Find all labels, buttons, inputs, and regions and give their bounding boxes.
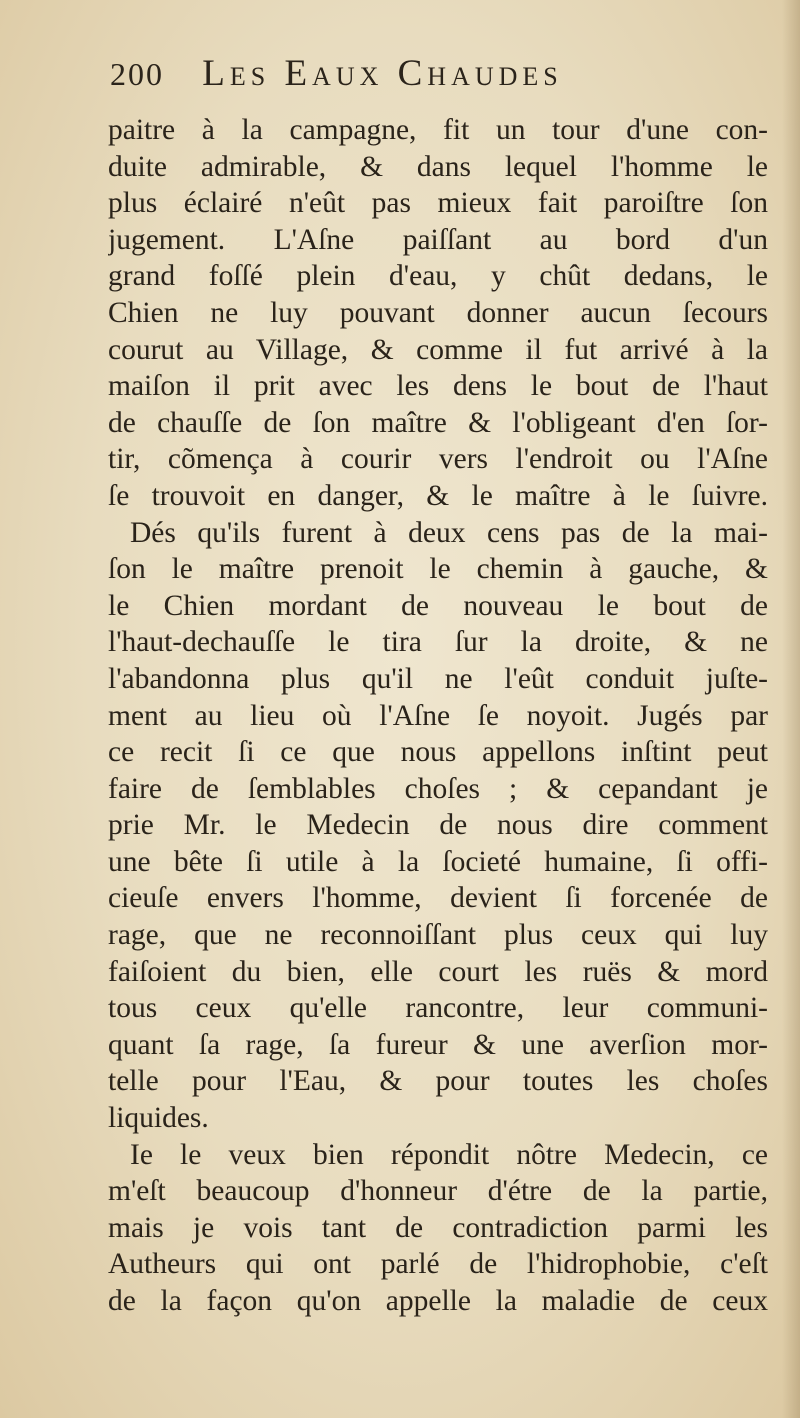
page-number: 200 [110,56,164,92]
text-line: faire de ſemblables choſes ; & cepandant je [108,772,768,805]
text-line: duite admirable, & dans lequel l'homme le [108,150,768,183]
text-line: une bête ſi utile à la ſocieté humaine, ſi offi- [108,845,768,878]
text-line: courut au Village, & comme il fut arrivé à la [108,333,768,366]
text-line: cieuſe envers l'homme, devient ſi forcenée de [108,882,768,915]
text-line: maiſon il prit avec les dens le bout de l'haut [108,370,768,403]
text-line: ce recit ſi ce que nous appellons inſtint peut [108,736,768,769]
text-line: Ie le veux bien répondit nôtre Medecin, ce [130,1138,768,1171]
text-line: ment au lieu où l'Aſne ſe noyoit. Jugés par [108,699,768,732]
text-line: mais je vois tant de contradiction parmi les [108,1211,768,1244]
text-line: prie Mr. le Medecin de nous dire comment [108,809,768,842]
text-line: m'eſt beaucoup d'honneur d'étre de la partie, [108,1175,768,1208]
running-header [110,52,730,108]
text-line: ſe trouvoit en danger, & le maître à le ſuivre. [108,479,768,512]
text-line: l'haut-dechauſſe le tira ſur la droite, & ne [108,626,768,659]
text-line: grand foſſé plein d'eau, y chût dedans, le [108,260,768,293]
page-edge-shadow [782,0,800,1418]
text-line: le Chien mordant de nouveau le bout de [108,589,768,622]
text-line: telle pour l'Eau, & pour toutes les choſes [108,1065,768,1098]
text-line: de la façon qu'on appelle la maladie de ceux [108,1285,768,1317]
text-block [108,112,768,1320]
text-line: liquides. [108,1102,209,1135]
text-line: tous ceux qu'elle rancontre, leur communi- [108,992,768,1025]
text-line: jugement. L'Aſne paiſſant au bord d'un [108,223,768,256]
text-line: ſon le maître prenoit le chemin à gauche, & [108,553,768,586]
text-line: rage, que ne reconnoiſſant plus ceux qui luy [108,919,768,952]
text-line: de chauſſe de ſon maître & l'obligeant d'en ſor- [108,406,768,439]
text-line: paitre à la campagne, fit un tour d'une con- [108,114,768,146]
text-line: Dés qu'ils furent à deux cens pas de la mai- [130,516,768,549]
running-title: Les Eaux Chaudes [202,53,563,94]
text-line: Chien ne luy pouvant donner aucun ſecours [108,296,768,329]
text-line: quant ſa rage, ſa fureur & une averſion mor- [108,1028,768,1061]
text-line: l'abandonna plus qu'il ne l'eût conduit juſte- [108,662,768,695]
text-line: Autheurs qui ont parlé de l'hidrophobie, c'eſt [108,1248,768,1281]
text-line: faiſoient du bien, elle court les ruës & mord [108,955,768,988]
text-line: tir, cõmença à courir vers l'endroit ou l'Aſne [108,443,768,476]
text-line: plus éclairé n'eût pas mieux fait paroiſtre ſon [108,187,768,220]
